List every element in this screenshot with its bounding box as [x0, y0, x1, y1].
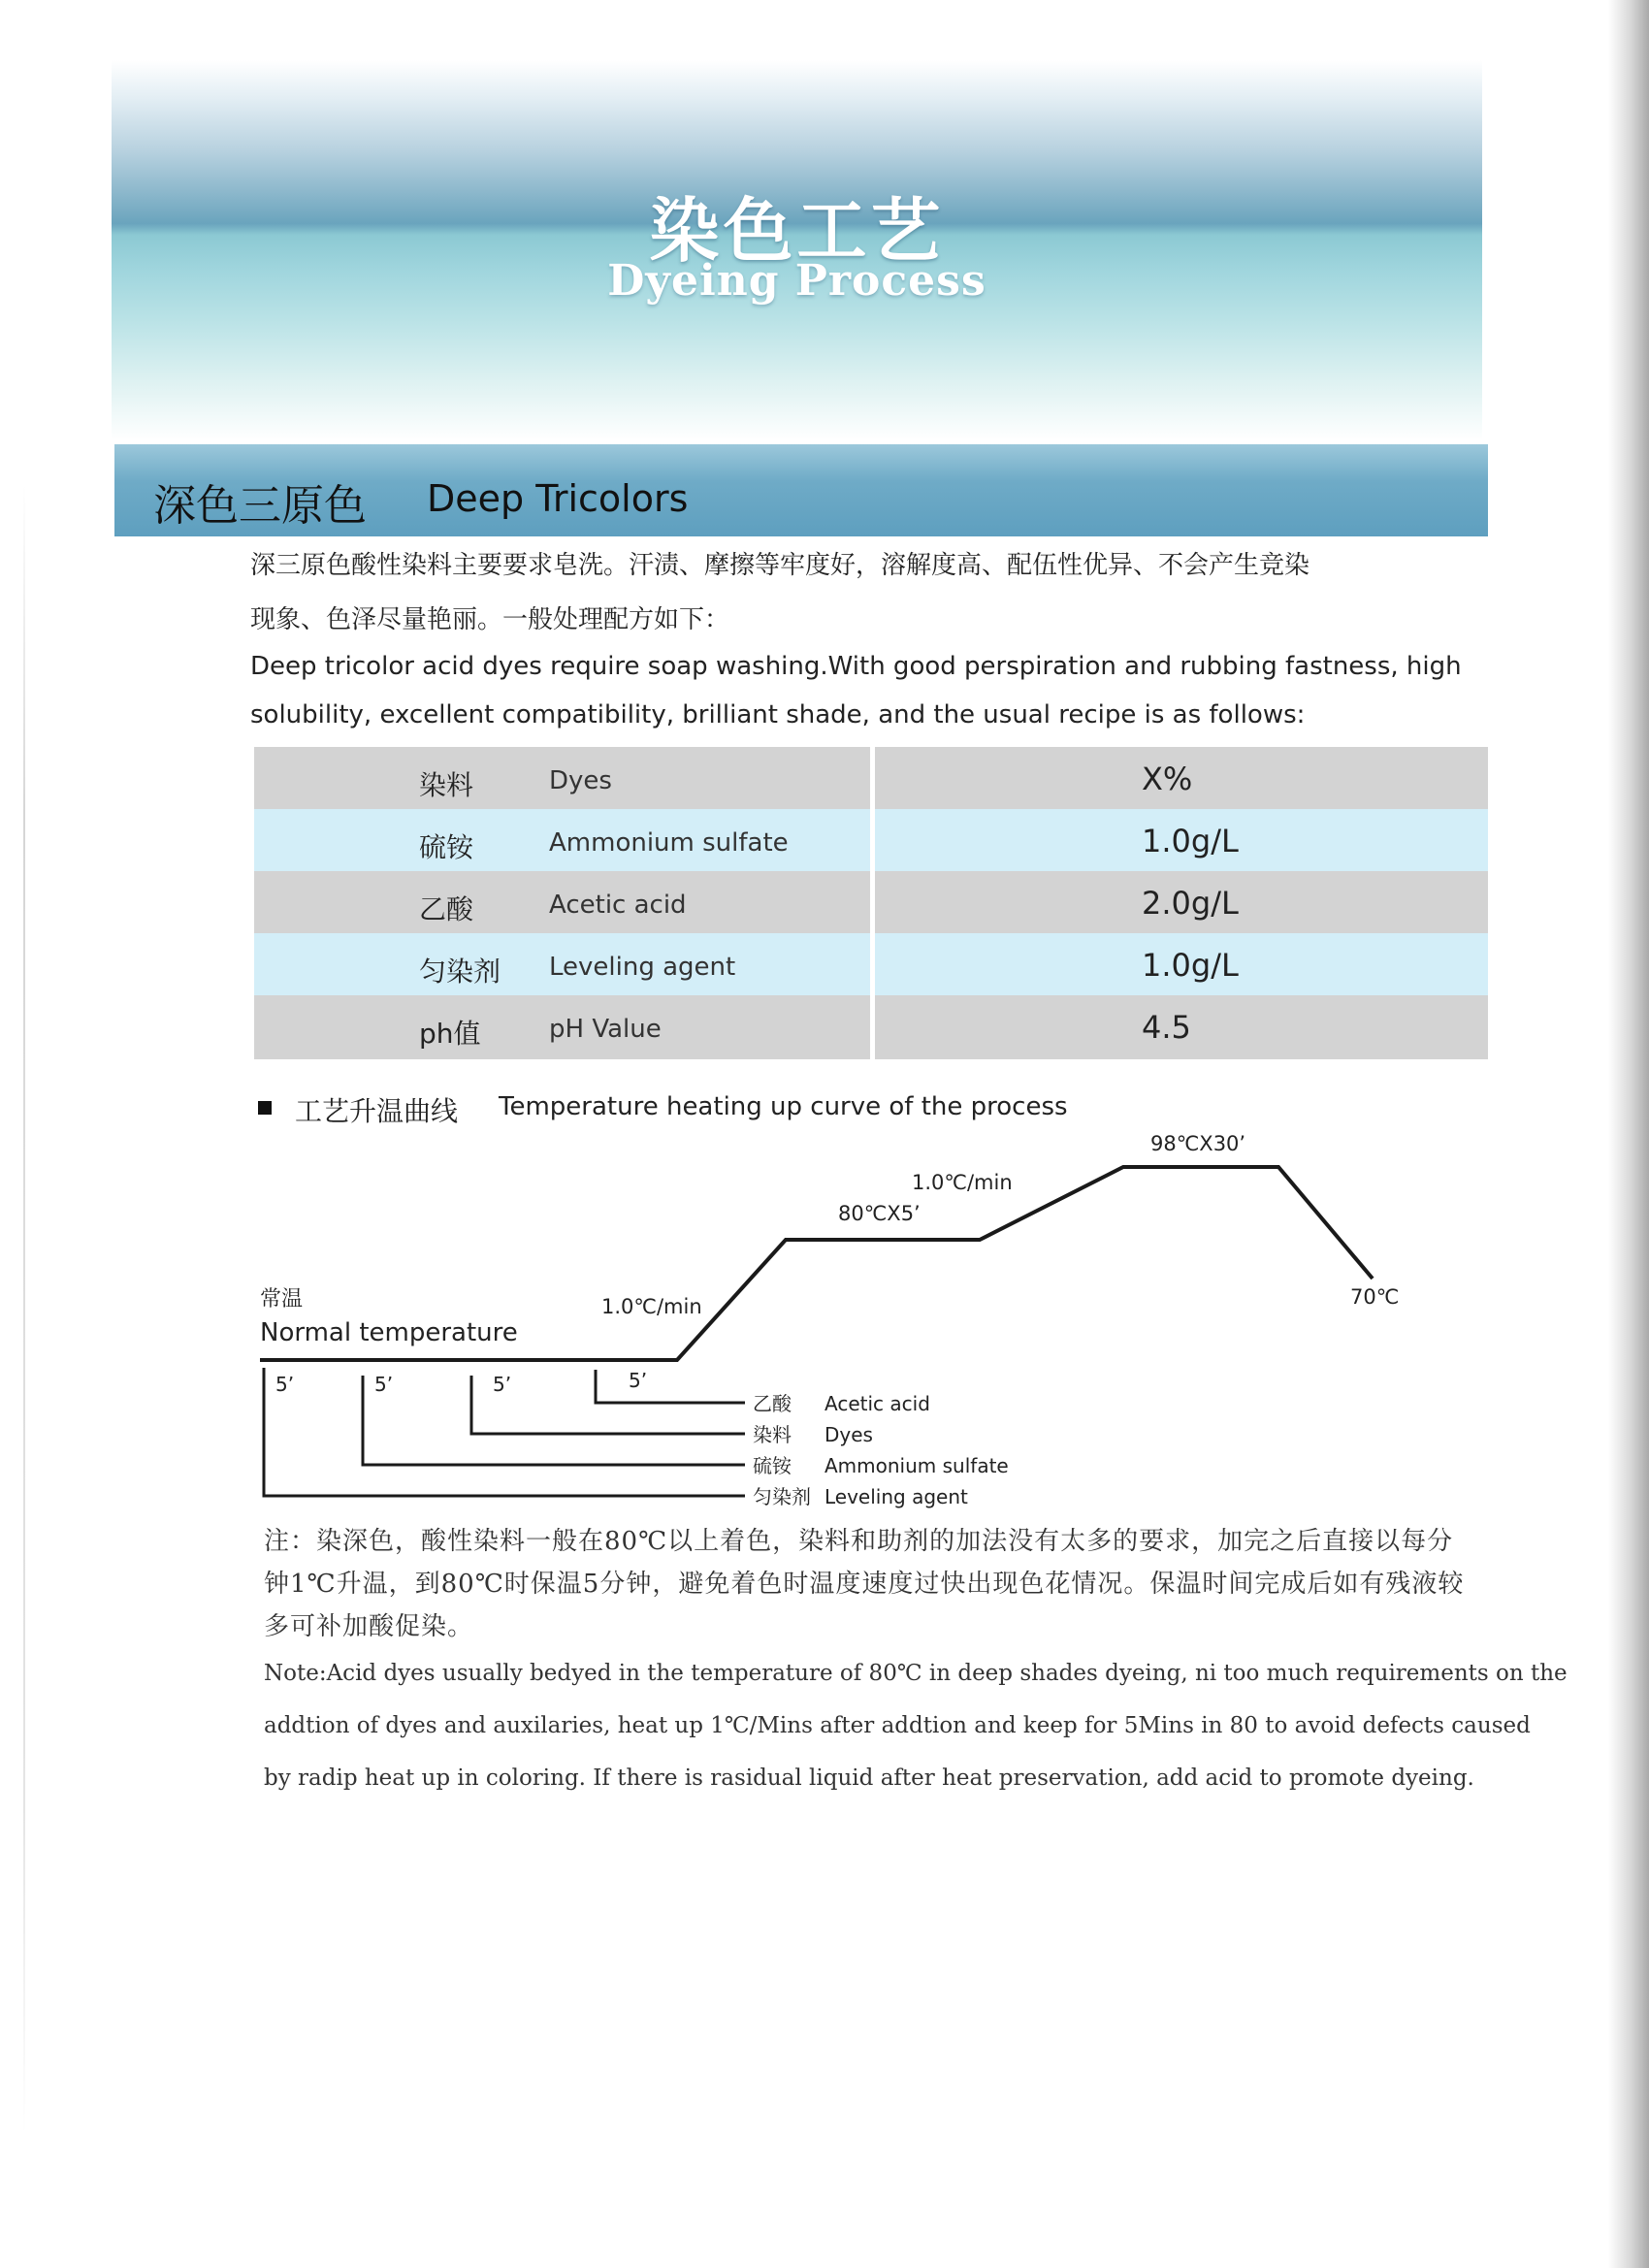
hold-label-80: 80℃X5’ — [838, 1202, 921, 1225]
addition-cn: 乙酸 — [753, 1392, 792, 1415]
addition-en: Ammonium sulfate — [824, 1454, 1009, 1477]
dosing-line-dyes — [471, 1376, 745, 1434]
curve-heading-cn: 工艺升温曲线 — [295, 1095, 459, 1127]
note-en-line-1: Note:Acid dyes usually bedyed in the temperature of 80℃ in deep shades dyeing, ni too much requirements on the — [264, 1661, 1568, 1686]
section-title-cn: 深色三原色 — [153, 481, 367, 531]
ingredient-cn: 染料 — [419, 769, 474, 801]
section-title-en: Deep Tricolors — [427, 477, 689, 520]
ingredient-amount: X% — [1142, 761, 1193, 797]
rate-label-1: 1.0℃/min — [601, 1295, 702, 1318]
note-cn-line-2: 钟1℃升温，到80℃时保温5分钟，避免着色时温度速度过快出现色花情况。保温时间完成后如有残液较 — [264, 1570, 1465, 1599]
banner-title-en: Dyeing Process — [607, 256, 986, 306]
ingredient-cn: ph值 — [419, 1018, 481, 1050]
ingredient-amount: 1.0g/L — [1142, 947, 1239, 984]
addition-cn: 硫铵 — [753, 1454, 792, 1477]
interval-label: 5’ — [493, 1373, 512, 1396]
ingredient-amount: 1.0g/L — [1142, 823, 1239, 859]
curve-heading-en: Temperature heating up curve of the process — [499, 1092, 1068, 1121]
note-en-line-2: addtion of dyes and auxilaries, heat up 1℃/Mins after addtion and keep for 5Mins in 80 to avoid defects caused — [264, 1713, 1531, 1738]
start-label-en: Normal temperature — [260, 1318, 518, 1347]
ingredient-cn: 乙酸 — [419, 893, 474, 925]
dosing-line-ammonium-sulfate — [363, 1376, 745, 1465]
ingredient-en: Leveling agent — [549, 953, 736, 982]
intro-en-line-2: solubility, excellent compatibility, brilliant shade, and the usual recipe is as follows: — [250, 700, 1306, 729]
ingredient-en: Acetic acid — [549, 891, 687, 920]
ingredient-cn: 匀染剂 — [419, 956, 501, 988]
hold-label-98: 98℃X30’ — [1150, 1132, 1246, 1155]
ingredient-en: Ammonium sulfate — [549, 828, 789, 858]
addition-en: Acetic acid — [824, 1392, 930, 1415]
note-cn-line-1: 注：染深色，酸性染料一般在80℃以上着色，染料和助剂的加法没有太多的要求，加完之后直接以每分 — [264, 1527, 1454, 1556]
addition-en: Dyes — [824, 1423, 873, 1446]
ingredient-en: pH Value — [549, 1015, 662, 1044]
ingredient-amount: 2.0g/L — [1142, 885, 1239, 922]
note-en-line-3: by radip heat up in coloring. If there is rasidual liquid after heat preservation, add acid to promote dyeing. — [264, 1766, 1474, 1791]
addition-cn: 匀染剂 — [753, 1485, 811, 1508]
rate-label-2: 1.0℃/min — [912, 1171, 1013, 1194]
dosing-line-acetic-acid — [596, 1370, 745, 1403]
intro-cn-line-1: 深三原色酸性染料主要要求皂洗。汗渍、摩擦等牢度好，溶解度高、配伍性优异、不会产生竞染 — [250, 551, 1310, 580]
addition-en: Leveling agent — [824, 1485, 968, 1508]
interval-label: 5’ — [275, 1373, 295, 1396]
note-cn-line-3: 多可补加酸促染。 — [264, 1612, 474, 1641]
start-label-cn: 常温 — [260, 1287, 304, 1312]
addition-cn: 染料 — [753, 1423, 792, 1446]
ingredient-amount: 4.5 — [1142, 1009, 1191, 1046]
end-temp-label: 70℃ — [1350, 1285, 1400, 1309]
interval-label: 5’ — [629, 1369, 648, 1392]
ingredient-en: Dyes — [549, 766, 612, 795]
intro-cn-line-2: 现象、色泽尽量艳丽。一般处理配方如下： — [250, 605, 730, 634]
interval-label: 5’ — [374, 1373, 394, 1396]
intro-en-line-1: Deep tricolor acid dyes require soap washing.With good perspiration and rubbing fastness, high — [250, 652, 1462, 681]
ingredient-cn: 硫铵 — [419, 831, 474, 863]
banner-title-cn: 染色工艺 — [649, 190, 945, 272]
